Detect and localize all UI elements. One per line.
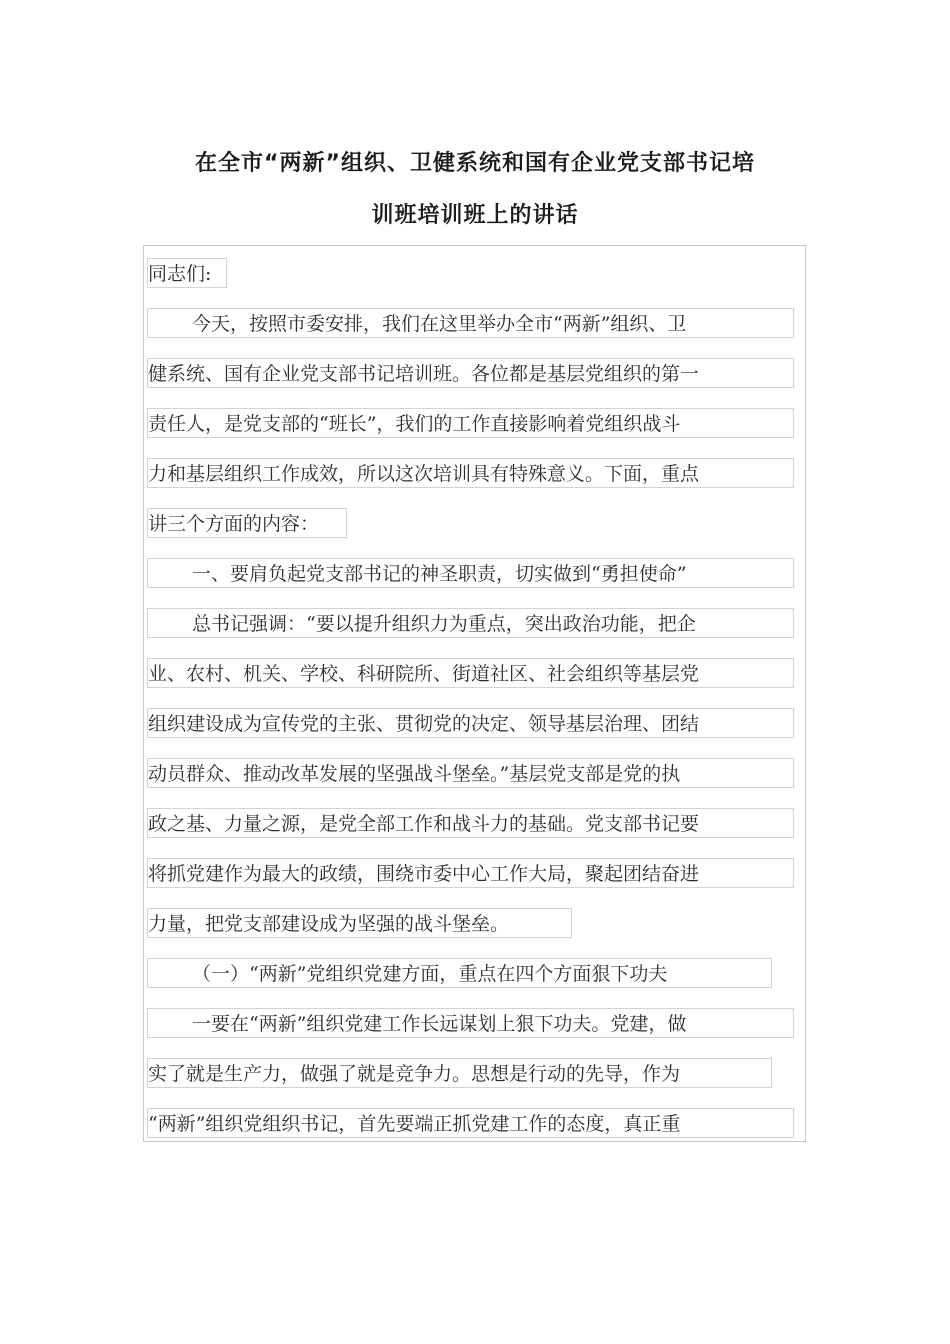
paragraph-line: 将抓党建作为最大的政绩，围绕市委中心工作大局，聚起团结奋进 bbox=[147, 858, 794, 888]
subsection-heading-1: （一）“两新”党组织党建方面，重点在四个方面狠下功夫 bbox=[147, 958, 772, 988]
paragraph-line: 动员群众、推动改革发展的坚强战斗堡垒。”基层党支部是党的执 bbox=[147, 758, 794, 788]
section-heading-1: 一、要肩负起党支部书记的神圣职责，切实做到“勇担使命” bbox=[147, 558, 794, 588]
paragraph-line: 责任人，是党支部的“班长”，我们的工作直接影响着党组织战斗 bbox=[147, 408, 794, 438]
paragraph-line: 总书记强调：“要以提升组织力为重点，突出政治功能，把企 bbox=[147, 608, 794, 638]
paragraph-line: 政之基、力量之源，是党全部工作和战斗力的基础。党支部书记要 bbox=[147, 808, 794, 838]
paragraph-line: 力量，把党支部建设成为坚强的战斗堡垒。 bbox=[147, 908, 572, 938]
paragraph-line: 业、农村、机关、学校、科研院所、街道社区、社会组织等基层党 bbox=[147, 658, 794, 688]
paragraph-line: 今天，按照市委安排，我们在这里举办全市“两新”组织、卫 bbox=[147, 308, 794, 338]
document-title-line-2: 训班培训班上的讲话 bbox=[371, 203, 579, 228]
document-title-line-1: 在全市“两新”组织、卫健系统和国有企业党支部书记培 bbox=[195, 151, 755, 176]
paragraph-line: “两新”组织党组织书记，首先要端正抓党建工作的态度，真正重 bbox=[147, 1108, 794, 1138]
paragraph-line: 一要在“两新”组织党建工作长远谋划上狠下功夫。党建，做 bbox=[147, 1008, 794, 1038]
paragraph-line: 健系统、国有企业党支部书记培训班。各位都是基层党组织的第一 bbox=[147, 358, 794, 388]
salutation: 同志们: bbox=[147, 258, 227, 288]
paragraph-line: 讲三个方面的内容： bbox=[147, 508, 347, 538]
paragraph-line: 组织建设成为宣传党的主张、贯彻党的决定、领导基层治理、团结 bbox=[147, 708, 794, 738]
paragraph-line: 力和基层组织工作成效，所以这次培训具有特殊意义。下面，重点 bbox=[147, 458, 794, 488]
paragraph-line: 实了就是生产力，做强了就是竞争力。思想是行动的先导，作为 bbox=[147, 1058, 772, 1088]
